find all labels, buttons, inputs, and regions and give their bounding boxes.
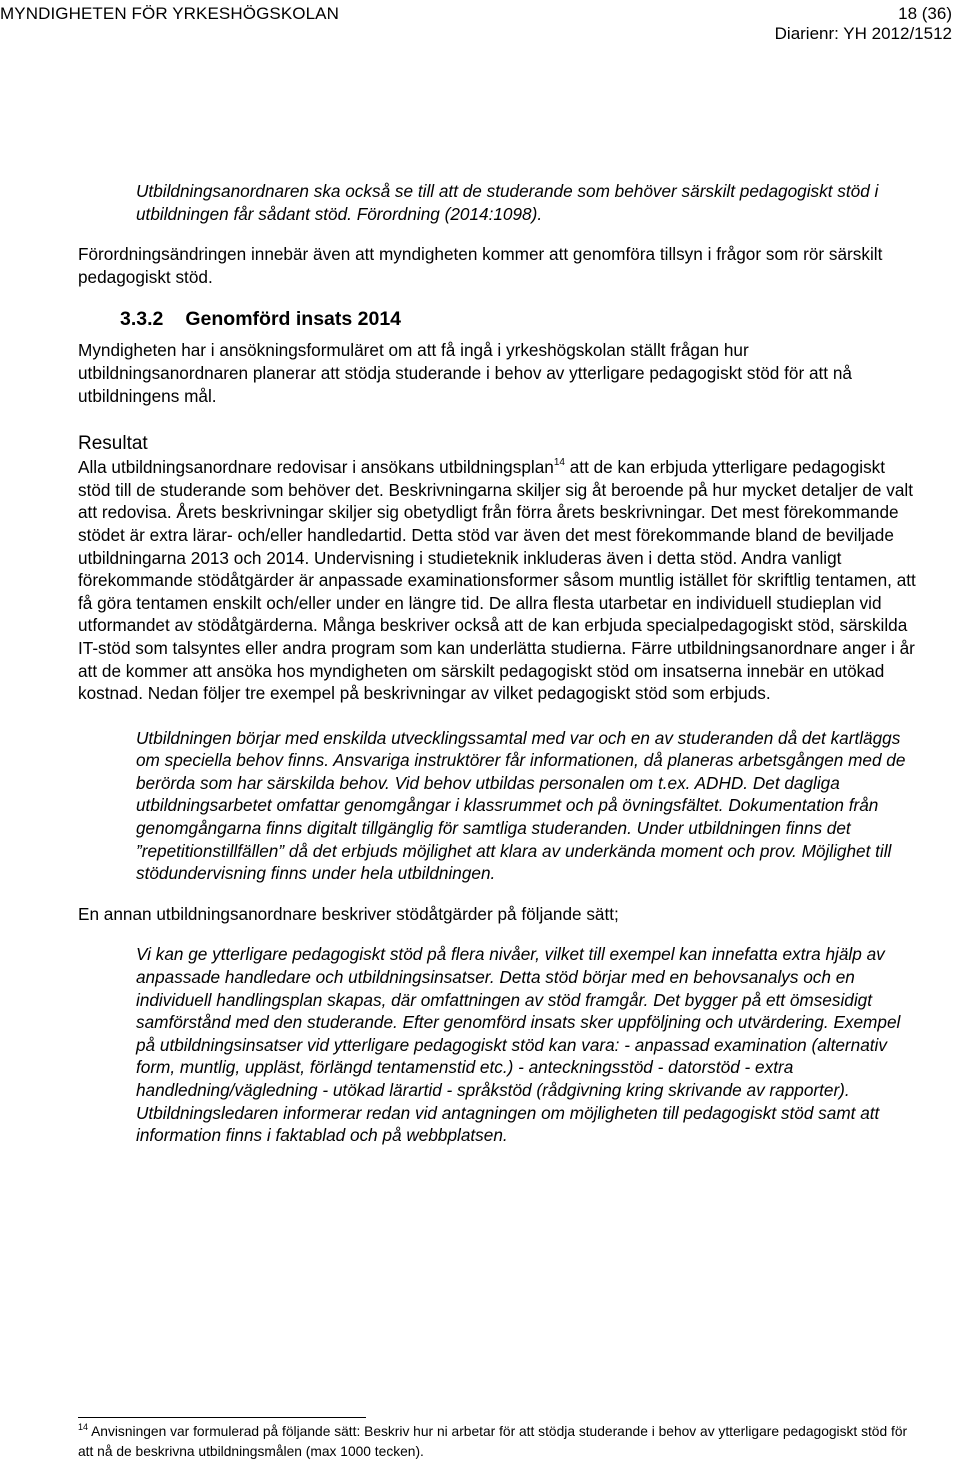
result-paragraph-start: Alla utbildningsanordnare redovisar i ansökans utbildningsplan [78, 457, 554, 478]
organization-name: MYNDIGHETEN FÖR YRKESHÖGSKOLAN [0, 4, 339, 23]
footnote-text: Anvisningen var formulerad på följande sätt: Beskriv hur ni arbetar för att stödja studerande i behov av ytterligare pedagogiskt stöd för att nå de beskrivna utbildningsmålen (max 1000 tecken). [78, 1424, 908, 1459]
transition-paragraph: En annan utbildningsanordnare beskriver stödåtgärder på följande sätt; [78, 903, 619, 924]
example-quote-1: Utbildningen börjar med enskilda utvecklingssamtal med var och en av studeranden då det kartläggs om speciella behov finns. Ansvariga instruktörer får informationen, då planeras arbetsgången med de berörda som har särskilda behov. Vid behov utbildas personalen om t.ex. ADHD. Det dagliga utbildningsarbetet omfattar genomgångar i klassrummet och på övningsfältet. Dokumentation från genomgångarna finns digitalt tillgänglig för samtliga studeranden. Under utbildningen finns det ”repetitionstillfällen” då det erbjuds möjlighet att klara av underkända moment och prov. Möjlighet till stödundervisning finns under hela utbildningen. [136, 727, 906, 884]
section-title: Genomförd insats 2014 [185, 308, 402, 331]
result-paragraph-rest: att de kan erbjuda ytterligare pedagogiskt stöd till de studerande som behöver det. Beskrivningarna skiljer sig åt beroende på hur mycket detaljer de valt att redovisa. Årets beskrivningar skiljer sig obetydligt från förra årets beskrivningar. Det mest förekommande stödet är extra lärar- och/eller handledartid. Detta stöd var även det mest förekommande bland de beviljade utbildningarna 2013 och 2014. Undervisning i studieteknik inkluderas även i detta stöd. Andra vanligt förekommande stödåtgärder är anpassade examinationsformer såsom muntlig istället för skriftlig tentamen, att få göra tentamen enskilt och/eller under en längre tid. De allra flesta utarbetar en individuell studieplan vid utformandet av stödåtgärderna. Många beskriver också att de kan erbjuda specialpedagogiskt stöd, särskilda IT-stöd som talsyntes eller andra program som kan underlätta studierna. Färre utbildningsanordnare anger i år att de kommer att ansöka hos myndigheten om särskilt pedagogiskt stöd om insatserna innebär en utökad kostnad. Nedan följer tre exempel på beskrivningar av vilket pedagogiskt stöd som erbjuds. [78, 457, 916, 704]
footnote-reference: 14 [553, 457, 565, 469]
result-paragraph [78, 456, 918, 705]
intro-quote: Utbildningsanordnaren ska också se till att de studerande som behöver särskilt pedagogiskt stöd i utbildningen får sådant stöd. Förordning (2014:1098). [136, 181, 879, 224]
footnote [78, 1422, 918, 1462]
example-quote-2: Vi kan ge ytterligare pedagogiskt stöd på flera nivåer, vilket till exempel kan innefatta extra hjälp av anpassade handledare och utbildningsinsatser. Detta stöd börjar med en behovsanalys och en individuell handlingsplan skapas, där omfattningen av stöd framgår. Det bygger på ett ömsesidigt samförstånd med den studerande. Efter genomförd insats sker uppföljning och utvärdering. Exempel på utbildningsinsatser vid ytterligare pedagogiskt stöd kan vara: - anpassad examination (alternativ form, muntlig, uppläst, förlängd tentamenstid etc.) - anteckningsstöd - datorstöd - extra handledning/vägledning - utökad lärartid - språkstöd (rådgivning kring skrivande av rapporter). Utbildningsledaren informerar redan vid antagningen om möjligheten till pedagogiskt stöd samt att information finns i faktablad och på webbplatsen. [136, 944, 901, 1146]
intro-paragraph: Förordningsändringen innebär även att myndigheten kommer att genomföra tillsyn i frågor som rör särskilt pedagogiskt stöd. [78, 244, 883, 287]
document-body [78, 180, 918, 1147]
page-number: 18 (36) [898, 4, 952, 23]
section-number: 3.3.2 [120, 308, 164, 331]
footnote-divider [78, 1417, 366, 1418]
footnote-number: 14 [78, 1422, 89, 1432]
section-heading [120, 308, 918, 330]
section-paragraph: Myndigheten har i ansökningsformuläret om att få ingå i yrkeshögskolan ställt frågan hur utbildningsanordnaren planerar att stödja studerande i behov av ytterligare pedagogiskt stöd för att nå utbildningens mål. [78, 340, 852, 406]
result-heading: Resultat [78, 433, 148, 455]
diary-number: Diarienr: YH 2012/1512 [774, 24, 952, 43]
page-header-right [775, 4, 952, 44]
